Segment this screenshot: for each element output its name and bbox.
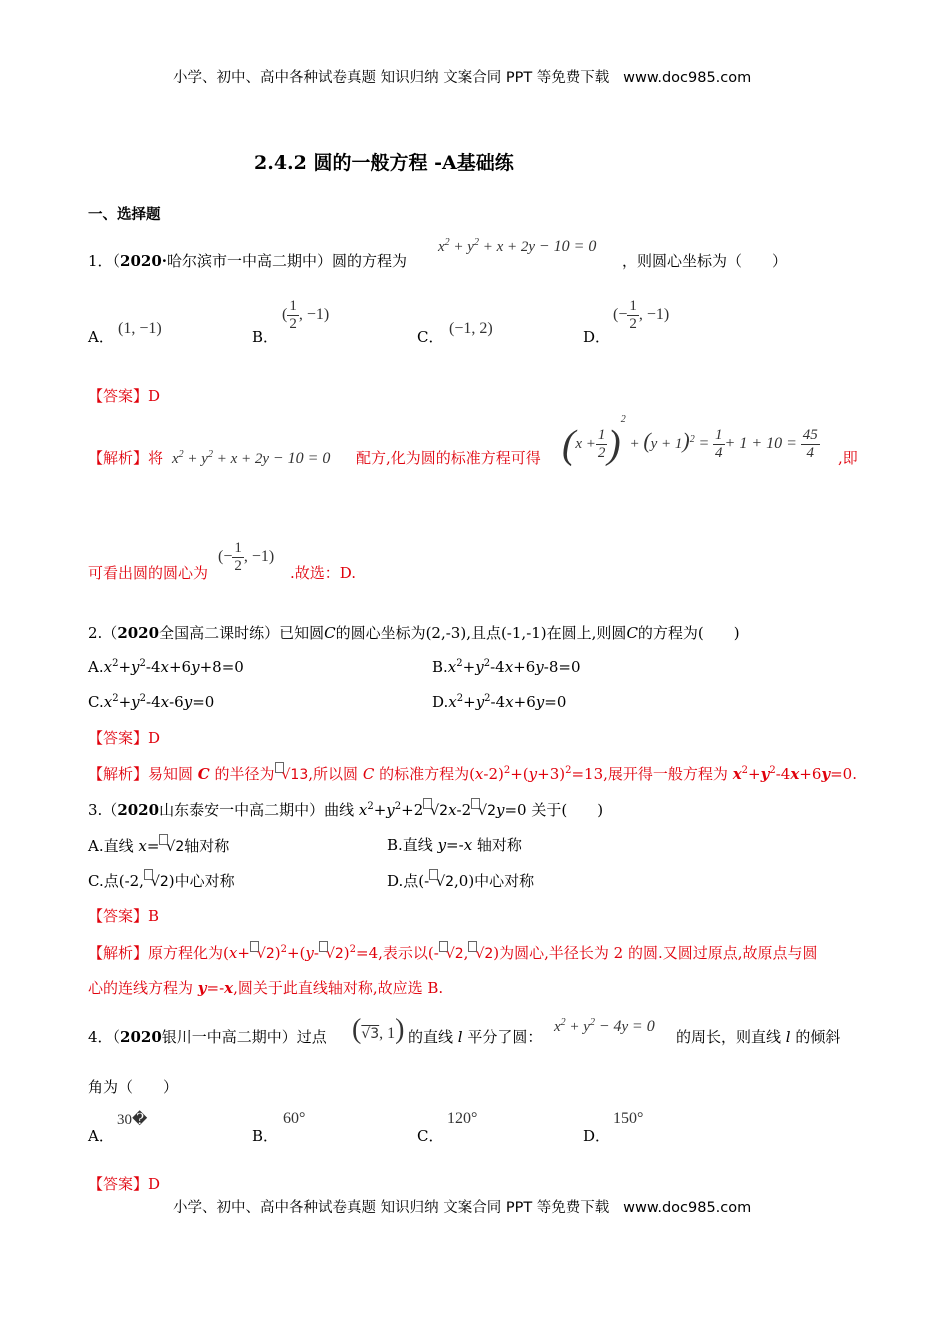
q1-option-d-value: (− $\frac{1}{2}$ , −1) [613,298,670,332]
q1-stem [88,250,407,272]
q3-analysis-line2: 心的连线方程为 y=-x,圆关于此直线轴对称,故应选 B. [88,979,444,997]
q3-stem: 3.（2020山东泰安一中高二期中）曲线 $x^2+y^2+2$ √2x-2 √2y=0 关于( ) [88,798,603,822]
q1-analysis-equation: $x^2 + y^2 + x + 2y - 10 = 0$ [172,449,331,467]
q1-analysis-mid: 配方,化为圆的标准方程可得 [356,449,541,467]
q4-stem-mid: 的直线 l 平分了圆： [408,1028,543,1046]
q1-analysis-tail: ,即 [838,449,858,467]
q1-analysis-label: 【解析】将 [88,449,164,467]
section-heading: 一、选择题 [88,206,161,223]
q3-answer: 【答案】B [88,907,160,925]
page-header: 小学、初中、高中各种试卷真题 知识归纳 文案合同 PPT 等免费下载 www.doc985.com [173,70,752,86]
q1-option-a-value: (1, −1) [118,320,162,337]
q1-option-c-value: (−1, 2) [449,320,493,337]
q1-option-a-label: A． [88,328,114,346]
q4-circle: $x^2 + y^2 - 4y = 0$ [554,1017,655,1035]
q1-analysis-standard-form: (x + $\frac{1}{2}$ )$^2 + (y + 1)^2$ = $\frac{1}{4}$ + 1 + 10 = $\frac{45}{4}$ [562,414,818,467]
page-footer: 小学、初中、高中各种试卷真题 知识归纳 文案合同 PPT 等免费下载 www.doc985.com [173,1200,752,1216]
q3-analysis-line1: 【解析】原方程化为$(x+ √2)^2+(y-$ √2)$^2$=4,表示以(- √2, √2)为圆心,半径长为 2 的圆.又圆过原点,故原点与圆 [88,941,818,965]
q2-stem: 2.（2020全国高二课时练）已知圆C的圆心坐标为(2,-3),且点(-1,-1)在圆上,则圆C的方程为( ) [88,624,740,642]
page-title: 2.4.2 圆的一般方程 -A基础练 [254,152,514,174]
q1-analysis-line2-pre: 可看出圆的圆心为 [88,564,209,582]
q3-option-a: A.直线 x= √2轴对称 [88,834,229,858]
q4-stem-line2: 角为（ ） [88,1078,179,1096]
q3-option-b: B.直线 y=-x 轴对称 [387,836,522,854]
q4-option-c-label: C． [417,1127,444,1145]
q2-option-b: $B.x^2+y^2-4x+6y-8=0$ [432,658,581,676]
q4-answer: 【答案】D [88,1175,161,1193]
q2-option-a: $A.x^2+y^2-4x+6y+8=0$ [88,658,244,676]
q4-option-d-value: 150° [613,1110,644,1127]
q1-stem-post: ，则圆心坐标为（ ） [622,252,788,270]
q4-point: (√3, 1) [352,1014,405,1045]
q1-option-b-value: ( $\frac{1}{2}$ , −1) [282,298,330,332]
q2-option-c: $C.x^2+y^2-4x-6y=0$ [88,693,215,711]
q4-option-d-label: D． [583,1127,611,1145]
q4-option-b-label: B． [252,1127,279,1145]
q4-stem-pre: 4．（2020银川一中高二期中）过点 [88,1028,327,1046]
q1-stem-pre: 1．（2020·哈尔滨市一中高二期中）圆的方程为 [88,252,408,270]
q2-option-d: $D.x^2+y^2-4x+6y=0$ [432,693,567,711]
q3-option-c: C.点(-2, √2)中心对称 [88,869,235,893]
q4-stem-post: 的周长，则直线 l 的倾斜 [676,1028,841,1046]
q4-option-b-value: 60° [283,1110,306,1127]
q3-option-d: D.点(- √2,0)中心对称 [387,869,534,893]
q1-analysis-line2-post: .故选：D. [290,564,357,582]
q1-answer: 【答案】D [88,387,161,405]
q1-analysis-center: (− $\frac{1}{2}$ , −1) [218,540,275,574]
q1-option-b-label: B． [252,328,279,346]
q1-option-c-label: C． [417,328,444,346]
q2-answer: 【答案】D [88,729,161,747]
q4-option-a-label: A． [88,1127,114,1145]
q1-option-d-label: D． [583,328,611,346]
q4-option-a-value: 30� [117,1112,148,1128]
q1-equation: $x^2 + y^2 + x + 2y - 10 = 0$ [438,237,597,255]
q2-analysis: 【解析】易知圆 C 的半径为 √13,所以圆 C 的标准方程为$(x-2)^2+(y+3)^2=13$,展开得一般方程为 $x^2+y^2-4x+6y=0$. [88,762,857,786]
q4-option-c-value: 120° [447,1110,478,1127]
